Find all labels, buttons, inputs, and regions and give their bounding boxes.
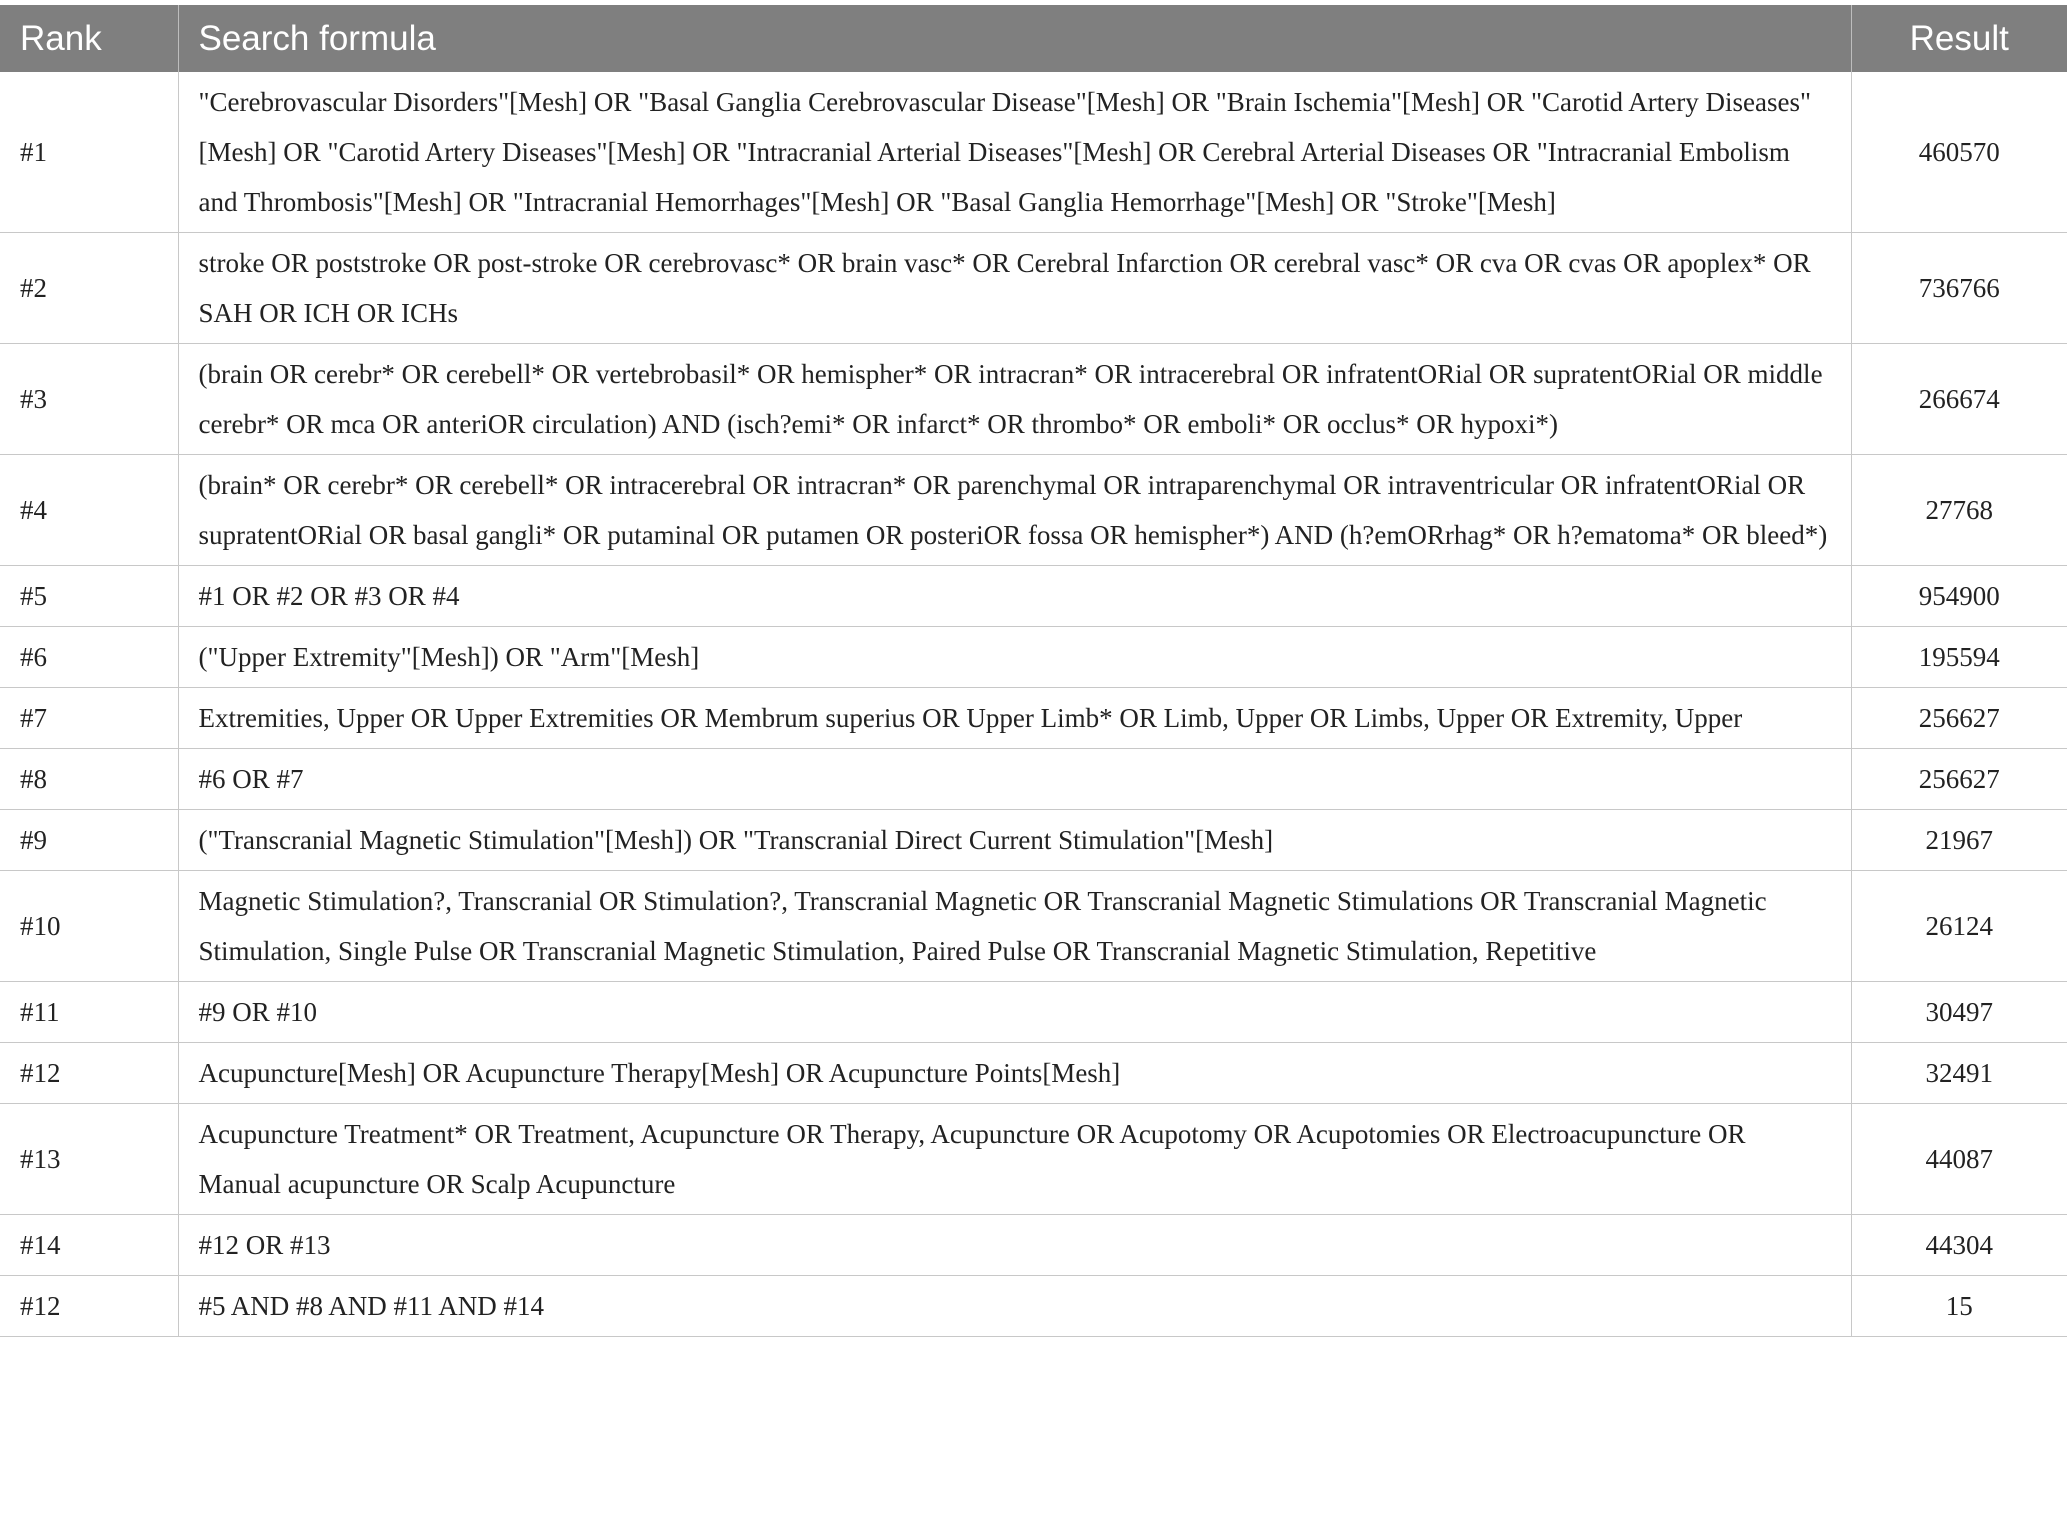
rank-cell: #7 (0, 688, 178, 749)
search-strategy-table (0, 5, 2067, 1337)
header-rank: Rank (0, 5, 178, 72)
rank-cell: #14 (0, 1215, 178, 1276)
formula-cell: Acupuncture Treatment* OR Treatment, Acupuncture OR Therapy, Acupuncture OR Acupotomy OR Acupotomies OR Electroacupuncture OR Manual acupuncture OR Scalp Acupuncture (178, 1104, 1851, 1215)
search-strategy-table-container (0, 5, 2067, 1337)
table-row (0, 1276, 2067, 1337)
formula-cell: #9 OR #10 (178, 982, 1851, 1043)
rank-cell: #1 (0, 72, 178, 233)
rank-cell: #12 (0, 1276, 178, 1337)
formula-cell: #1 OR #2 OR #3 OR #4 (178, 566, 1851, 627)
rank-cell: #2 (0, 233, 178, 344)
result-cell: 736766 (1851, 233, 2067, 344)
rank-cell: #5 (0, 566, 178, 627)
result-cell: 195594 (1851, 627, 2067, 688)
formula-cell: Acupuncture[Mesh] OR Acupuncture Therapy[Mesh] OR Acupuncture Points[Mesh] (178, 1043, 1851, 1104)
formula-cell: #5 AND #8 AND #11 AND #14 (178, 1276, 1851, 1337)
table-row (0, 1215, 2067, 1276)
result-cell: 44087 (1851, 1104, 2067, 1215)
rank-cell: #6 (0, 627, 178, 688)
rank-cell: #12 (0, 1043, 178, 1104)
table-row (0, 871, 2067, 982)
formula-cell: ("Transcranial Magnetic Stimulation"[Mesh]) OR "Transcranial Direct Current Stimulation"[Mesh] (178, 810, 1851, 871)
table-row (0, 455, 2067, 566)
result-cell: 256627 (1851, 688, 2067, 749)
result-cell: 32491 (1851, 1043, 2067, 1104)
formula-cell: Magnetic Stimulation?, Transcranial OR Stimulation?, Transcranial Magnetic OR Transcranial Magnetic Stimulations OR Transcranial Magnetic Stimulation, Single Pulse OR Transcranial Magnetic Stimulation, Paired Pulse OR Transcranial Magnetic Stimulation, Repetitive (178, 871, 1851, 982)
rank-cell: #9 (0, 810, 178, 871)
formula-cell: (brain* OR cerebr* OR cerebell* OR intracerebral OR intracran* OR parenchymal OR intraparenchymal OR intraventricular OR infratentORial OR supratentORial OR basal gangli* OR putaminal OR putamen OR posteriOR fossa OR hemispher*) AND (h?emORrhag* OR h?ematoma* OR bleed*) (178, 455, 1851, 566)
result-cell: 460570 (1851, 72, 2067, 233)
header-row (0, 5, 2067, 72)
result-cell: 954900 (1851, 566, 2067, 627)
table-row (0, 749, 2067, 810)
formula-cell: #6 OR #7 (178, 749, 1851, 810)
result-cell: 256627 (1851, 749, 2067, 810)
table-row (0, 982, 2067, 1043)
table-row (0, 233, 2067, 344)
result-cell: 26124 (1851, 871, 2067, 982)
table-row (0, 72, 2067, 233)
rank-cell: #10 (0, 871, 178, 982)
table-row (0, 566, 2067, 627)
table-header (0, 5, 2067, 72)
table-row (0, 1043, 2067, 1104)
formula-cell: #12 OR #13 (178, 1215, 1851, 1276)
formula-cell: ("Upper Extremity"[Mesh]) OR "Arm"[Mesh] (178, 627, 1851, 688)
table-row (0, 688, 2067, 749)
table-row (0, 627, 2067, 688)
rank-cell: #8 (0, 749, 178, 810)
table-body (0, 72, 2067, 1337)
result-cell: 266674 (1851, 344, 2067, 455)
header-search-formula: Search formula (178, 5, 1851, 72)
formula-cell: (brain OR cerebr* OR cerebell* OR vertebrobasil* OR hemispher* OR intracran* OR intracerebral OR infratentORial OR supratentORial OR middle cerebr* OR mca OR anteriOR circulation) AND (isch?emi* OR infarct* OR thrombo* OR emboli* OR occlus* OR hypoxi*) (178, 344, 1851, 455)
table-row (0, 1104, 2067, 1215)
result-cell: 21967 (1851, 810, 2067, 871)
rank-cell: #11 (0, 982, 178, 1043)
header-result: Result (1851, 5, 2067, 72)
result-cell: 44304 (1851, 1215, 2067, 1276)
result-cell: 15 (1851, 1276, 2067, 1337)
table-row (0, 344, 2067, 455)
rank-cell: #4 (0, 455, 178, 566)
table-row (0, 810, 2067, 871)
formula-cell: "Cerebrovascular Disorders"[Mesh] OR "Basal Ganglia Cerebrovascular Disease"[Mesh] OR "Brain Ischemia"[Mesh] OR "Carotid Artery Diseases"[Mesh] OR "Carotid Artery Diseases"[Mesh] OR "Intracranial Arterial Diseases"[Mesh] OR Cerebral Arterial Diseases OR "Intracranial Embolism and Thrombosis"[Mesh] OR "Intracranial Hemorrhages"[Mesh] OR "Basal Ganglia Hemorrhage"[Mesh] OR "Stroke"[Mesh] (178, 72, 1851, 233)
formula-cell: stroke OR poststroke OR post-stroke OR cerebrovasc* OR brain vasc* OR Cerebral Infarction OR cerebral vasc* OR cva OR cvas OR apoplex* OR SAH OR ICH OR ICHs (178, 233, 1851, 344)
rank-cell: #13 (0, 1104, 178, 1215)
formula-cell: Extremities, Upper OR Upper Extremities OR Membrum superius OR Upper Limb* OR Limb, Upper OR Limbs, Upper OR Extremity, Upper (178, 688, 1851, 749)
result-cell: 27768 (1851, 455, 2067, 566)
result-cell: 30497 (1851, 982, 2067, 1043)
rank-cell: #3 (0, 344, 178, 455)
